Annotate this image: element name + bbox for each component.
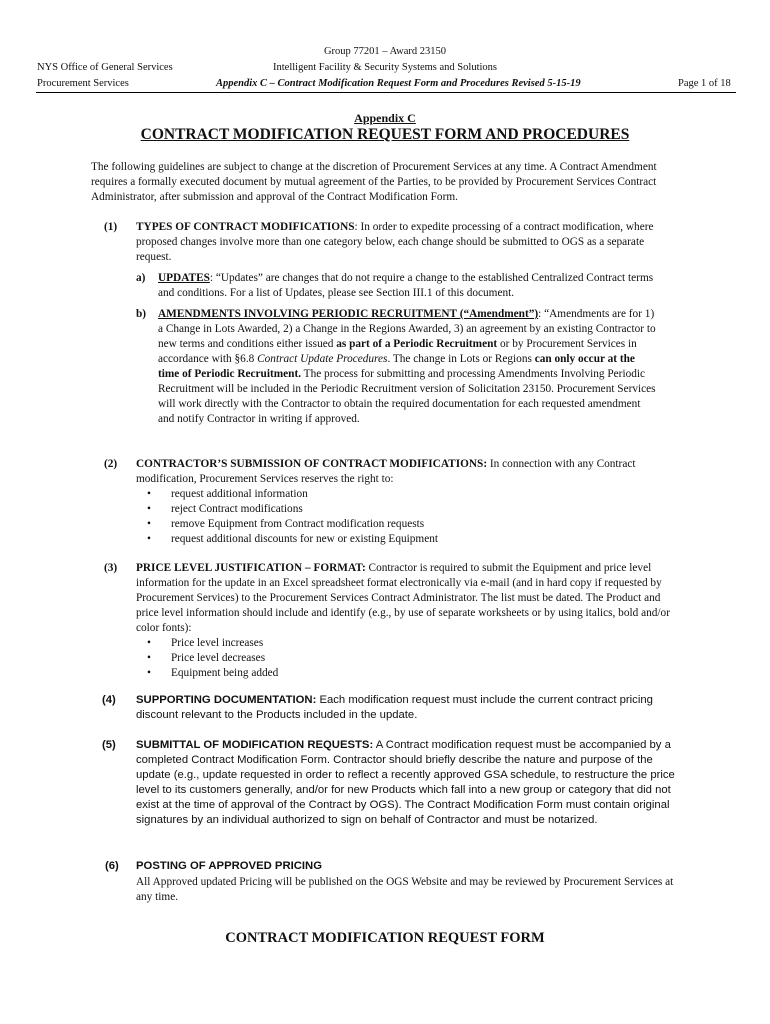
section-1b-italic: Contract Update Procedures [257, 353, 388, 365]
section-1b [158, 307, 658, 427]
section-3-heading: PRICE LEVEL JUSTIFICATION – FORMAT: [136, 562, 366, 574]
header-page-number: Page 1 of 18 [678, 78, 731, 89]
section-4-number: (4) [102, 694, 116, 706]
list-item: • request additional information [136, 487, 666, 502]
section-1b-label: b) [136, 308, 147, 320]
section-3-bullets [136, 636, 681, 681]
form-title: CONTRACT MODIFICATION REQUEST FORM [225, 930, 545, 946]
header-group-award: Group 77201 – Award 23150 [323, 46, 447, 57]
section-3-text: Contractor is required to submit the Equipment and price level information for the update in an Excel spreadsheet format electronically via e-mail (and in hard copy if requested by Procurement Services) to the Procurement Services Contract Administrator. The list must be dated. The Product and price level information should include and identify (e.g., by use of separate worksheets or by using italics, bold and/or color fonts): [136, 562, 670, 634]
section-1-number: (1) [104, 221, 118, 233]
section-2-text: In connection with any Contract modification, Procurement Services reserves the right to: [136, 458, 636, 485]
section-3-number: (3) [104, 562, 118, 574]
list-item: • request additional discounts for new or existing Equipment [136, 532, 666, 547]
section-5-number: (5) [102, 739, 116, 751]
list-item: • reject Contract modifications [136, 502, 666, 517]
list-item: • Equipment being added [136, 666, 681, 681]
section-6-text: All Approved updated Pricing will be published on the OGS Website and may be reviewed by Procurement Services at any time. [136, 876, 674, 903]
section-1a [158, 271, 658, 301]
section-1b-heading: AMENDMENTS INVOLVING PERIODIC RECRUITMENT (“Amendment”) [158, 308, 539, 320]
list-item: • Price level decreases [136, 651, 681, 666]
section-1b-bold-2: can only occur at the time of Periodic Recruitment. [158, 353, 635, 380]
list-item: • Price level increases [136, 636, 681, 651]
section-5 [136, 738, 681, 828]
section-3 [136, 561, 681, 681]
intro-paragraph: The following guidelines are subject to change at the discretion of Procurement Services at any time. A Contract Amendment requires a formally executed document by mutual agreement of the Parties, to be provided by Procurement Services Contract Administrator, after submission and approval of the Contract Modification Form. [91, 161, 657, 203]
list-item: • remove Equipment from Contract modification requests [136, 517, 666, 532]
section-6-heading: POSTING OF APPROVED PRICING [136, 860, 323, 872]
section-1-text: : In order to expedite processing of a contract modification, where proposed changes involve more than one category below, each change should be submitted to OGS as a separate request. [136, 221, 654, 263]
section-6-number: (6) [105, 860, 119, 872]
section-4-heading: SUPPORTING DOCUMENTATION: [136, 694, 317, 706]
section-1b-text-3: . The change in Lots or Regions [387, 353, 535, 365]
section-4-text: Each modification request must include the current contract pricing discount relevant to the Products included in the update. [136, 694, 653, 721]
header-department: Procurement Services [37, 78, 129, 89]
section-5-heading: SUBMITTAL OF MODIFICATION REQUESTS: [136, 739, 374, 751]
section-1b-bold-1: as part of a Periodic Recruitment [336, 338, 498, 350]
section-2 [136, 457, 666, 547]
section-1b-text-2: or by Procurement Services in accordance with §6.8 [158, 338, 637, 365]
section-5-text: A Contract modification request must be accompanied by a completed Contract Modification Form. Contractor should briefly describe the nature and purpose of the update (e.g., update requested in order to reflect a recently approved GSA schedule, to restructure the price level to its customers generally, and/or for new Products which fall into a new group or category that did not exist at the time of approval of the Contract by OGS). The Contract Modification Form must contain original signatures by an individual authorized to sign on behalf of Contractor and must be notarized. [136, 739, 675, 826]
section-2-bullets [136, 487, 666, 547]
section-1-heading: TYPES OF CONTRACT MODIFICATIONS [136, 221, 355, 233]
appendix-label: Appendix C [354, 111, 416, 125]
header-contract-name: Intelligent Facility & Security Systems and Solutions [273, 62, 497, 73]
header-agency: NYS Office of General Services [37, 62, 173, 73]
section-1a-label: a) [136, 272, 146, 284]
section-1 [136, 220, 656, 265]
section-1a-heading: UPDATES [158, 272, 210, 284]
section-2-heading: CONTRACTOR’S SUBMISSION OF CONTRACT MODIFICATIONS: [136, 458, 488, 470]
section-4 [136, 693, 681, 723]
header-rule [36, 92, 736, 93]
section-1b-text-1: : “Amendments are for 1) a Change in Lots Awarded, 2) a Change in the Regions Awarded, 3) an agreement by an existing Contractor to new terms and conditions either issued [158, 308, 656, 350]
section-1b-text-4: The process for submitting and processing Amendments Involving Periodic Recruitment will be included in the Periodic Recruitment version of Solicitation 23150. Procurement Services will work directly with the Contractor to obtain the required documentation for each requested amendment and notify Contractor in writing if approved. [158, 368, 656, 425]
header-appendix-title: Appendix C – Contract Modification Request Form and Procedures Revised 5-15-19 [216, 78, 581, 89]
section-2-number: (2) [104, 458, 118, 470]
section-1a-text: : “Updates” are changes that do not require a change to the established Centralized Contract terms and conditions. For a list of Updates, please see Section III.1 of this document. [158, 272, 654, 299]
page-title: CONTRACT MODIFICATION REQUEST FORM AND PROCEDURES [140, 126, 630, 143]
